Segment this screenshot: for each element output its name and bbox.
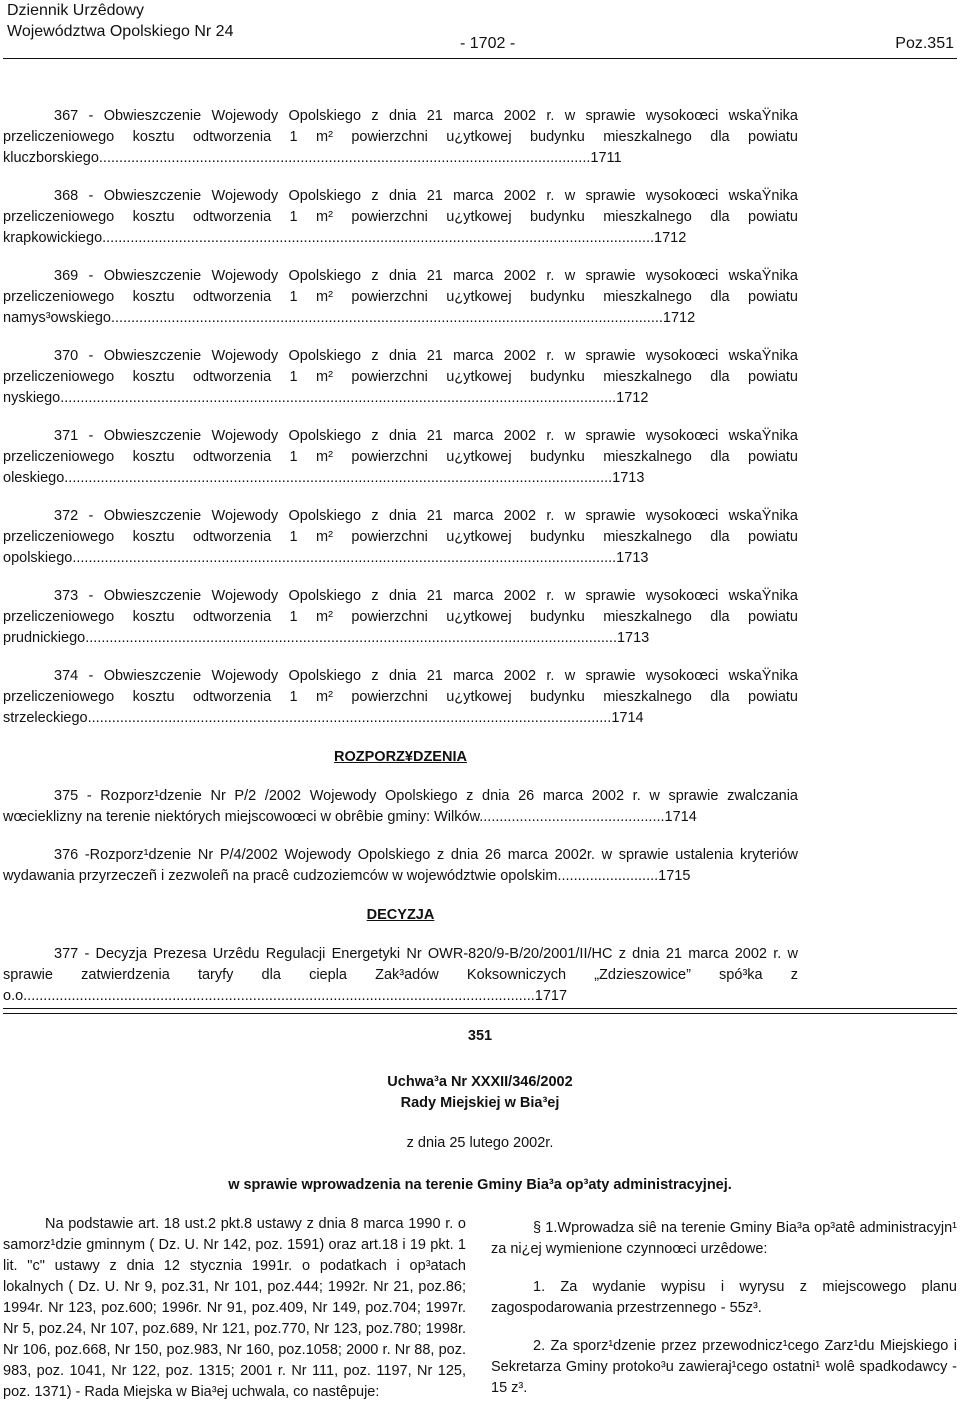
section-divider	[3, 1008, 957, 1014]
resolution-heading	[0, 1026, 960, 1196]
body-left-column	[3, 1214, 466, 1403]
journal-title-line1: Dziennik Urzêdowy	[7, 2, 144, 19]
toc-entry	[3, 506, 798, 569]
toc-entry	[3, 944, 798, 1007]
toc-entry-number: 369	[54, 268, 79, 284]
section-heading-rozporzadzenia: ROZPORZ¥DZENIA	[334, 749, 467, 765]
toc-entry	[3, 786, 798, 828]
toc-entry-text: - Decyzja Prezesa Urzêdu Regulacji Energetyki Nr OWR-820/9-B/20/2001/II/HC z dnia 21 marca 2002 r. w sprawie zatwierdzenia taryfy dla ciepla Zak³adów Koksowniczych „Zdzieszowice” spó³ka z o.o...............................................................................................................................1717	[3, 946, 798, 1004]
toc-entry-number: 375	[54, 788, 79, 804]
toc-entry	[3, 266, 798, 329]
toc-entry	[3, 426, 798, 489]
journal-title	[7, 0, 233, 42]
toc-entry-text: - Obwieszczenie Wojewody Opolskiego z dnia 21 marca 2002 r. w sprawie wysokoœci wskaŸnika przeliczeniowego kosztu odtworzenia 1 m² powierzchni u¿ytkowej budynku mieszkalnego dla powiatu strzeleckiego..................................................................................................................................1714	[3, 668, 798, 726]
paragraph-point-2: 2. Za sporz¹dzenie przez przewodnicz¹cego Zarz¹du Miejskiego i Sekretarza Gminy protoko³u zawieraj¹cego ostatni¹ wolê spadkodawcy - 15 z³.	[491, 1338, 957, 1396]
toc-entry-number: 373	[54, 588, 79, 604]
toc-entry-text: - Rozporz¹dzenie Nr P/2 /2002 Wojewody Opolskiego z dnia 26 marca 2002 r. w sprawie zwalczania wœcieklizny na terenie niektórych miejscowoœci w obrêbie gminy: Wilków..............................................1714	[3, 788, 798, 825]
toc-entry-number: 367	[54, 108, 79, 124]
toc-entry-number: 372	[54, 508, 79, 524]
toc-entry-text: - Obwieszczenie Wojewody Opolskiego z dnia 21 marca 2002 r. w sprawie wysokoœci wskaŸnika przeliczeniowego kosztu odtworzenia 1 m² powierzchni u¿ytkowej budynku mieszkalnego dla powiatu namys³owskiego.........................................................................................................................................1712	[3, 268, 798, 326]
toc-entry-number: 368	[54, 188, 79, 204]
journal-title-line2: Województwa Opolskiego Nr 24	[7, 23, 234, 40]
resolution-date: z dnia 25 lutego 2002r.	[406, 1135, 554, 1151]
toc-entry	[3, 666, 798, 729]
resolution-subject: w sprawie wprowadzenia na terenie Gminy Bia³a op³aty administracyjnej.	[228, 1177, 732, 1193]
toc-entry-text: - Obwieszczenie Wojewody Opolskiego z dnia 21 marca 2002 r. w sprawie wysokoœci wskaŸnika przeliczeniowego kosztu odtworzenia 1 m² powierzchni u¿ytkowej budynku mieszkalnego dla powiatu krapkowickiego.........................................................................................................................................1712	[3, 188, 798, 246]
toc-entry	[3, 346, 798, 409]
paragraph-1: § 1.Wprowadza siê na terenie Gminy Bia³a op³atê administracyjn¹ za ni¿ej wymienione czynnoœci urzêdowe:	[491, 1220, 957, 1257]
toc-entry	[3, 586, 798, 649]
toc-entry-number: 374	[54, 668, 79, 684]
toc-entry-number: 371	[54, 428, 79, 444]
toc-entry-number: 376	[54, 847, 79, 863]
paragraph-point-1: 1. Za wydanie wypisu i wyrysu z miejscowego planu zagospodarowania przestrzennego - 55z³.	[491, 1279, 957, 1316]
header-rule	[3, 58, 957, 59]
toc-entry-text: - Obwieszczenie Wojewody Opolskiego z dnia 21 marca 2002 r. w sprawie wysokoœci wskaŸnika przeliczeniowego kosztu odtworzenia 1 m² powierzchni u¿ytkowej budynku mieszkalnego dla powiatu oleskiego........................................................................................................................................1713	[3, 428, 798, 486]
toc-entry-text: -Rozporz¹dzenie Nr P/4/2002 Wojewody Opolskiego z dnia 26 marca 2002r. w sprawie ustalenia kryteriów wydawania przyrzeczeñ i zezwoleñ na pracê cudzoziemców w województwie opolskim.........................1715	[3, 847, 798, 884]
toc-entry-text: - Obwieszczenie Wojewody Opolskiego z dnia 21 marca 2002 r. w sprawie wysokoœci wskaŸnika przeliczeniowego kosztu odtworzenia 1 m² powierzchni u¿ytkowej budynku mieszkalnego dla powiatu opolskiego.......................................................................................................................................1713	[3, 508, 798, 566]
resolution-number: 351	[467, 1028, 493, 1044]
toc-entry-text: - Obwieszczenie Wojewody Opolskiego z dnia 21 marca 2002 r. w sprawie wysokoœci wskaŸnika przeliczeniowego kosztu odtworzenia 1 m² powierzchni u¿ytkowej budynku mieszkalnego dla powiatu nyskiego..........................................................................................................................................1712	[3, 348, 798, 406]
toc-entry-text: - Obwieszczenie Wojewody Opolskiego z dnia 21 marca 2002 r. w sprawie wysokoœci wskaŸnika przeliczeniowego kosztu odtworzenia 1 m² powierzchni u¿ytkowej budynku mieszkalnego dla powiatu prudnickiego....................................................................................................................................1713	[3, 588, 798, 646]
resolution-title: Uchwa³a Nr XXXII/346/2002	[387, 1074, 573, 1090]
toc-entry	[3, 845, 798, 887]
position-number: Poz.351	[895, 35, 954, 52]
legal-basis-paragraph: Na podstawie art. 18 ust.2 pkt.8 ustawy z dnia 8 marca 1990 r. o samorz¹dzie gminnym ( Dz. U. Nr 142, poz. 1591) oraz art.18 i 19 pkt. 1 lit. "c" ustawy z dnia 12 stycznia 1991r. o podatkach i op³atach lokalnych ( Dz. U. Nr 9, poz.31, Nr 101, poz.444; 1992r. Nr 21, poz.86; 1994r. Nr 123, poz.600; 1996r. Nr 91, poz.409, Nr 149, poz.704; 1997r. Nr 5, poz.24, Nr 107, poz.689, Nr 121, poz.770, Nr 123, poz.780; 1998r. Nr 106, poz.668, Nr 150, poz.983, Nr 160, poz.1058; 2000 r. Nr 88, poz. 983, poz. 1041, Nr 122, poz. 1315; 2001 r. Nr 111, poz. 1197, Nr 125, poz. 1371) - Rada Miejska w Bia³ej uchwala, co nastêpuje:	[3, 1216, 466, 1400]
section-heading-decyzja: DECYZJA	[366, 907, 435, 923]
toc-entry-number: 377	[54, 946, 79, 962]
body-right-column	[491, 1218, 957, 1416]
toc-entry-text: - Obwieszczenie Wojewody Opolskiego z dnia 21 marca 2002 r. w sprawie wysokoœci wskaŸnika przeliczeniowego kosztu odtworzenia 1 m² powierzchni u¿ytkowej budynku mieszkalnego dla powiatu kluczborskiego..........................................................................................................................1711	[3, 108, 798, 166]
toc-entry	[3, 186, 798, 249]
page-number: - 1702 -	[460, 35, 516, 52]
toc-entry	[3, 106, 798, 169]
resolution-council: Rady Miejskiej w Bia³ej	[400, 1095, 560, 1111]
table-of-contents	[3, 106, 798, 1024]
toc-entry-number: 370	[54, 348, 79, 364]
